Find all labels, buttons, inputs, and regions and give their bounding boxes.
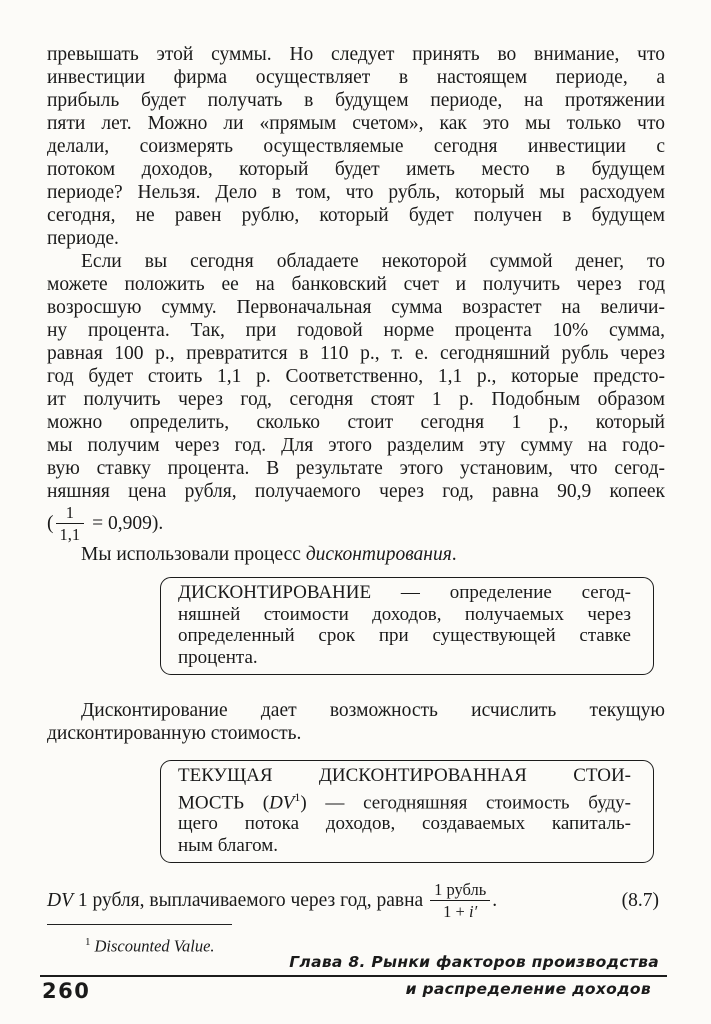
equation-body: [47, 880, 497, 921]
equation-8-7: [47, 880, 665, 921]
footnote-divider: [47, 924, 232, 925]
p3-text: Мы использовали процесс: [81, 544, 306, 565]
text-line: ным благом.: [178, 834, 279, 856]
fraction-numerator: 1 рубль: [430, 880, 490, 901]
footer-divider: [40, 975, 667, 977]
p3-italic-term: дисконтирования: [305, 544, 452, 565]
text-line: Дисконтирование дает возможность исчислить текущую: [81, 700, 665, 721]
running-title-line2: и распределение доходов: [405, 980, 651, 998]
text-line: периоде.: [47, 228, 119, 249]
dv-term: DV: [47, 890, 73, 912]
equation-text: 1 рубля, выплачиваемого через год, равна: [73, 890, 429, 912]
p3-period: .: [451, 544, 457, 565]
interest-rate-symbol: i′: [468, 902, 478, 922]
paragraph-present-value-intro: [47, 699, 665, 745]
dv-footnote-marker: 1: [294, 789, 301, 804]
equation-number: (8.7): [621, 890, 659, 912]
text-line: пяти лет. Можно ли «прямым счетом», как это мы только что: [47, 113, 665, 134]
text-line: процента.: [178, 646, 258, 668]
text-line: няшняя цена рубля, получаемого через год, равна 90,9 копеек: [47, 481, 665, 502]
text-line: прибыль будет получать в будущем периоде, на протяжении: [47, 90, 665, 111]
text-line: сегодня, не равен рублю, который будет получен в будущем: [47, 205, 665, 226]
paragraph-continuation: [47, 43, 665, 250]
text-line: равная 100 р., превратится в 110 р., т. е. сегодняшний рубль через: [47, 343, 665, 364]
fraction-1-over-1.1: [56, 503, 85, 544]
fraction-result: = 0,909).: [92, 512, 164, 534]
text-line: возросшую сумму. Первоначальная сумма возрастет на величи-: [47, 297, 665, 318]
text-line: определенный срок при существующей ставке: [178, 625, 631, 646]
page-footer: [40, 952, 667, 1003]
text-line: можете положить ее на банковский счет и получить через год: [47, 274, 665, 295]
definition-box-discounting: [160, 577, 654, 675]
page-number: 260: [42, 979, 91, 1003]
text-line: вую ставку процента. В результате этого установим, что сегод-: [47, 458, 665, 479]
box2-line2-pre: МОСТЬ (: [178, 791, 270, 813]
fraction-numerator: 1: [56, 503, 85, 524]
text-line: дисконтированную стоимость.: [47, 723, 302, 744]
text-line-with-term: [178, 787, 631, 814]
equation-period: .: [492, 890, 498, 912]
text-line: год будет стоить 1,1 р. Соответственно, 1,1 р., которые предсто-: [47, 366, 665, 387]
text-line: ТЕКУЩАЯ ДИСКОНТИРОВАННАЯ СТОИ-: [178, 765, 631, 786]
fraction-open-paren: (: [47, 512, 54, 534]
text-line: Если вы сегодня обладаете некоторой суммой денег, то: [81, 251, 665, 272]
paragraph-discounting-process: [47, 543, 665, 566]
fraction-denominator: 1,1: [59, 524, 81, 544]
paragraph-bank-example: [47, 250, 665, 503]
text-line: можно определить, сколько стоит сегодня 1 р., который: [47, 412, 665, 433]
inline-fraction-line: [47, 504, 665, 542]
footnote-text: Discounted Value.: [94, 936, 215, 956]
box2-line2-post: ) — сегодняшняя стоимость буду-: [300, 791, 631, 813]
text-line: делали, соизмерять осуществляемые сегодня инвестиции с: [47, 136, 665, 157]
text-line: мы получим через год. Для этого разделим эту сумму на годо-: [47, 435, 665, 456]
text-line: инвестиции фирма осуществляет в настоящем периоде, а: [47, 67, 665, 88]
text-line: ДИСКОНТИРОВАНИЕ — определение сегод-: [178, 582, 631, 603]
text-line: щего потока доходов, создаваемых капиталь-: [178, 813, 631, 835]
dv-term: DV: [269, 791, 295, 813]
running-title-line1: Глава 8. Рынки факторов производства: [289, 953, 659, 971]
fraction-ruble-over-1-plus-i: [430, 880, 490, 921]
text-line: ну процента. Так, при годовой норме процента 10% сумма,: [47, 320, 665, 341]
fraction-denominator: [430, 901, 490, 921]
text-line: няшней стоимости доходов, получаемых через: [178, 603, 631, 625]
text-line: потоком доходов, который будет иметь место в будущем: [47, 159, 665, 180]
den-pre: 1 +: [443, 902, 469, 922]
definition-box-present-discounted-value: [160, 760, 654, 863]
text-line: превышать этой суммы. Но следует принять во внимание, что: [47, 44, 665, 65]
text-line: ит получить через год, сегодня стоят 1 р. Подобным образом: [47, 389, 665, 410]
text-line: периоде? Нельзя. Дело в том, что рубль, который мы расходуем: [47, 182, 665, 203]
footnote-marker: 1: [85, 936, 91, 949]
footer-bottom-row: [40, 979, 667, 1003]
